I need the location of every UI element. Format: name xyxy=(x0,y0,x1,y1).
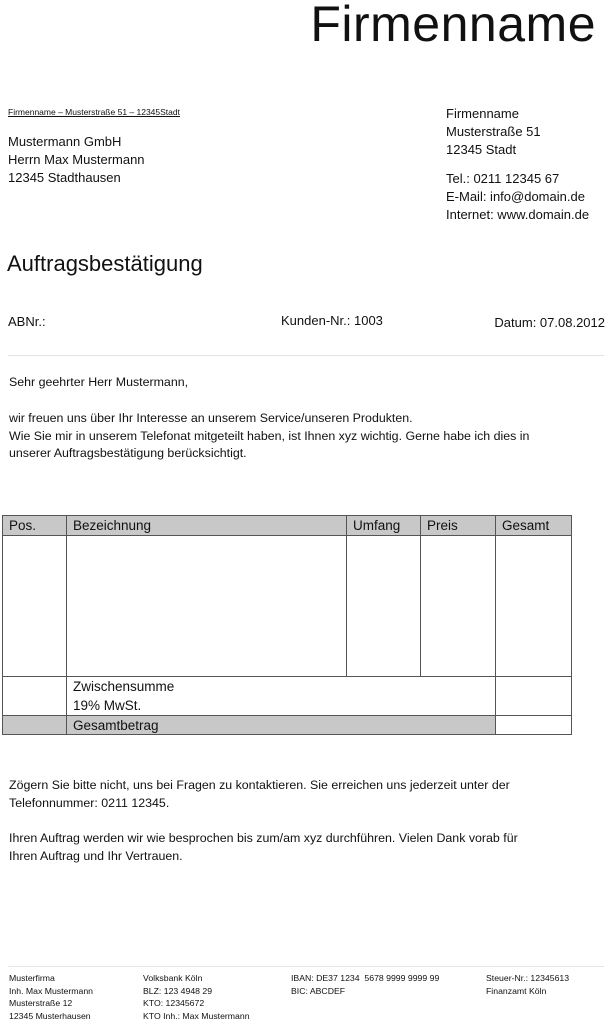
footer-line: 12345 Musterhausen xyxy=(9,1010,91,1021)
sender-phone: Tel.: 0211 12345 67 xyxy=(446,171,560,186)
footer-bank-info xyxy=(143,972,250,1022)
contact-line: Zögern Sie bitte nicht, uns bei Fragen zu kontaktieren. Sie erreichen uns jederzeit unter der xyxy=(9,778,510,792)
footer-line: Inh. Max Mustermann xyxy=(9,985,94,996)
sender-address-block xyxy=(446,105,589,224)
ab-number: ABNr.: xyxy=(8,314,46,329)
footer-line: Steuer-Nr.: 12345613 xyxy=(486,973,570,983)
customer-number: Kunden-Nr.: 1003 xyxy=(281,313,383,328)
footer-line: Volksbank Köln xyxy=(143,973,203,983)
salutation: Sehr geehrter Herr Mustermann, xyxy=(9,375,189,389)
column-header-bezeichnung: Bezeichnung xyxy=(67,516,347,536)
sender-company: Firmenname xyxy=(446,106,519,121)
total-label: Gesamtbetrag xyxy=(67,716,496,735)
footer-company-info xyxy=(9,972,93,1022)
intro-line: wir freuen uns über Ihr Interesse an unserem Service/unseren Produkten. xyxy=(9,411,413,425)
header-divider xyxy=(8,355,604,356)
sender-email: E-Mail: info@domain.de xyxy=(446,189,585,204)
closing-paragraph xyxy=(9,830,599,865)
table-cell xyxy=(3,536,67,677)
document-title: Auftragsbestätigung xyxy=(7,251,203,276)
contact-paragraph xyxy=(9,777,599,812)
table-cell xyxy=(496,536,572,677)
intro-line: Wie Sie mir in unserem Telefonat mitgeteilt haben, ist Ihnen xyz wichtig. Gerne habe ich dies in xyxy=(9,428,530,443)
footer-divider xyxy=(8,966,604,967)
order-items-table xyxy=(2,515,572,735)
intro-line: unserer Auftragsbestätigung berücksichtigt. xyxy=(9,446,247,461)
footer-line: KTO: 12345672 xyxy=(143,998,205,1009)
footer-line: Finanzamt Köln xyxy=(486,985,547,996)
total-value-cell xyxy=(496,716,572,735)
footer-line: Musterstraße 12 xyxy=(9,998,73,1009)
recipient-city: 12345 Stadthausen xyxy=(8,170,121,185)
recipient-person: Herrn Max Mustermann xyxy=(8,152,145,167)
closing-line: Ihren Auftrag werden wir wie besprochen bis zum/am xyz durchführen. Vielen Dank vorab für xyxy=(9,831,518,845)
table-cell xyxy=(67,536,347,677)
table-row xyxy=(3,536,572,677)
subtotal-vat-labels xyxy=(67,677,496,716)
column-header-preis: Preis xyxy=(421,516,496,536)
subtotal-row xyxy=(3,677,572,716)
table-header-row xyxy=(3,516,572,536)
column-header-gesamt: Gesamt xyxy=(496,516,572,536)
intro-paragraph xyxy=(9,410,599,463)
footer-line: BIC: ABCDEF xyxy=(291,985,346,996)
subtotal-label: Zwischensumme xyxy=(73,679,175,694)
sender-website: Internet: www.domain.de xyxy=(446,207,590,222)
footer-tax-info xyxy=(486,972,569,997)
total-row xyxy=(3,716,572,735)
company-name-heading: Firmenname xyxy=(310,0,596,52)
vat-label: 19% MwSt. xyxy=(73,698,142,713)
closing-line: Ihren Auftrag und Ihr Vertrauen. xyxy=(9,848,183,863)
footer-line: IBAN: DE37 1234 5678 9999 9999 99 xyxy=(291,973,440,983)
recipient-company: Mustermann GmbH xyxy=(8,134,122,149)
sender-city: 12345 Stadt xyxy=(446,142,517,157)
footer-line: BLZ: 123 4948 29 xyxy=(143,985,213,996)
sender-street: Musterstraße 51 xyxy=(446,124,541,139)
table-cell xyxy=(3,716,67,735)
table-cell xyxy=(3,677,67,716)
table-cell xyxy=(347,536,421,677)
sender-return-line: Firmenname – Musterstraße 51 – 12345Stadt xyxy=(8,107,180,117)
footer-iban-info xyxy=(291,972,439,997)
footer-line: KTO Inh.: Max Mustermann xyxy=(143,1010,250,1021)
table-cell xyxy=(496,677,572,716)
document-date: Datum: 07.08.2012 xyxy=(494,315,605,330)
recipient-address xyxy=(8,133,145,187)
column-header-pos: Pos. xyxy=(3,516,67,536)
contact-line: Telefonnummer: 0211 12345. xyxy=(9,795,170,810)
footer-line: Musterfirma xyxy=(9,973,55,983)
column-header-umfang: Umfang xyxy=(347,516,421,536)
table-cell xyxy=(421,536,496,677)
